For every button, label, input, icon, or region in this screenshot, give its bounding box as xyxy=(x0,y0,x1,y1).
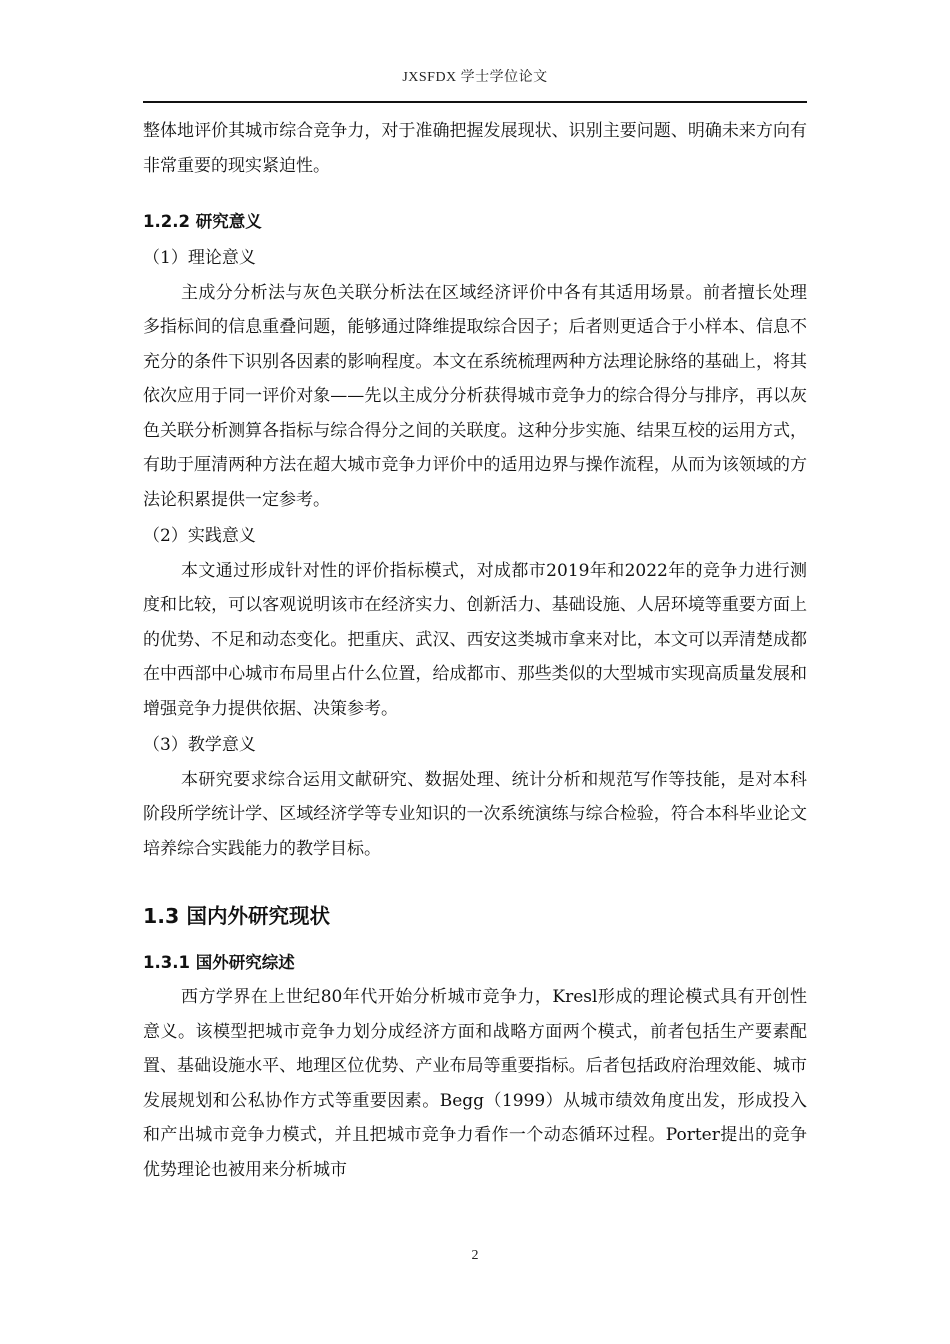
subheading-teaching: （3）教学意义 xyxy=(143,735,256,755)
subheading-practice: （2）实践意义 xyxy=(143,526,256,546)
heading-1-3: 1.3 国内外研究现状 xyxy=(143,904,330,928)
header-rule xyxy=(143,101,807,103)
page-number: 2 xyxy=(471,1248,479,1263)
page-content xyxy=(143,114,807,1187)
heading-1-2-2: 1.2.2 研究意义 xyxy=(143,212,262,231)
paragraph-practice: 本文通过形成针对性的评价指标模式，对成都市2019年和2022年的竞争力进行测度和比较，可以客观说明该市在经济实力、创新活力、基础设施、人居环境等重要方面上的优势、不足和动态变化。把重庆、武汉、西安这类城市拿来对比，本文可以弄清楚成都在中西部中心城市布局里占什么位置，给成都市、那些类似的大型城市实现高质量发展和增强竞争力提供依据、决策参考。 xyxy=(143,560,807,719)
paragraph-foreign-review: 西方学界在上世纪80年代开始分析城市竞争力，Kresl形成的理论模式具有开创性意义。该模型把城市竞争力划分成经济方面和战略方面两个模式，前者包括生产要素配置、基础设施水平、地理区位优势、产业布局等重要指标。后者包括政府治理效能、城市发展规划和公私协作方式等重要因素。Begg（1999）从城市绩效角度出发，形成投入和产出城市竞争力模式，并且把城市竞争力看作一个动态循环过程。Porter提出的竞争优势理论也被用来分析城市 xyxy=(143,987,807,1180)
paragraph-theory: 主成分分析法与灰色关联分析法在区域经济评价中各有其适用场景。前者擅长处理多指标间的信息重叠问题，能够通过降维提取综合因子；后者则更适合于小样本、信息不充分的条件下识别各因素的影响程度。本文在系统梳理两种方法理论脉络的基础上，将其依次应用于同一评价对象——先以主成分分析获得城市竞争力的综合得分与排序，再以灰色关联分析测算各指标与综合得分之间的关联度。这种分步实施、结果互校的运用方式，有助于厘清两种方法在超大城市竞争力评价中的适用边界与操作流程，从而为该领域的方法论积累提供一定参考。 xyxy=(143,282,807,510)
running-header: JXSFDX 学士学位论文 xyxy=(402,70,548,85)
subheading-theory: （1）理论意义 xyxy=(143,248,256,268)
heading-1-3-1: 1.3.1 国外研究综述 xyxy=(143,953,295,972)
paragraph-intro: 整体地评价其城市综合竞争力，对于准确把握发展现状、识别主要问题、明确未来方向有非常重要的现实紧迫性。 xyxy=(143,121,807,176)
paragraph-teaching: 本研究要求综合运用文献研究、数据处理、统计分析和规范写作等技能，是对本科阶段所学统计学、区域经济学等专业知识的一次系统演练与综合检验，符合本科毕业论文培养综合实践能力的教学目标。 xyxy=(143,769,807,859)
